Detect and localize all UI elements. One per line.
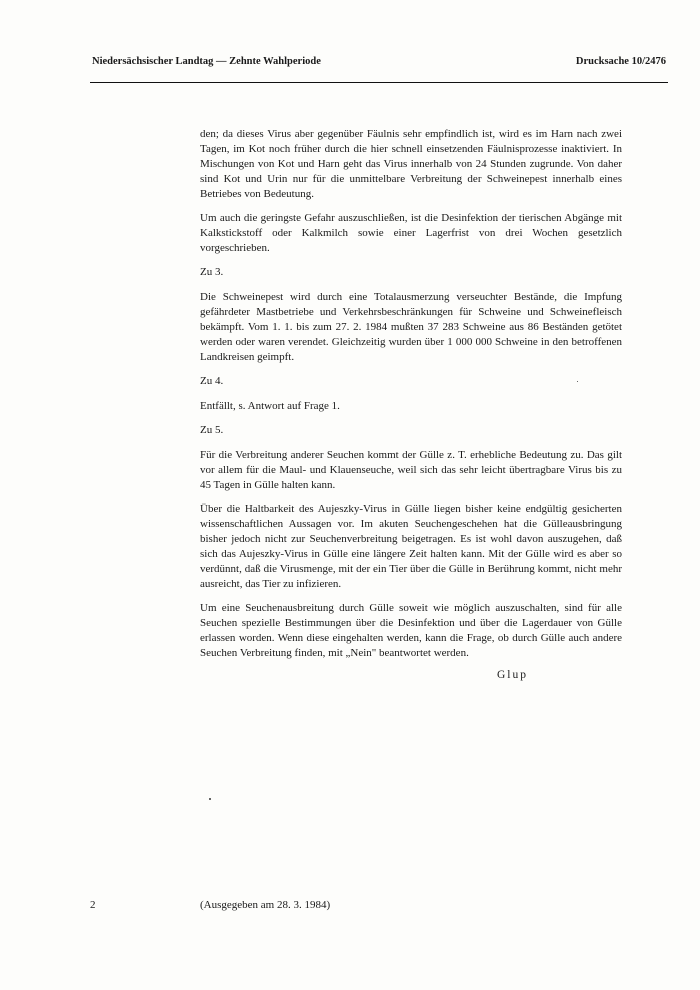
- scan-speck: [209, 798, 211, 800]
- paragraph-other-diseases: Für die Verbreitung anderer Seuchen kommt der Gülle z. T. erhebliche Bedeutung zu. Das gilt vor allem für die Maul- und Klauenseuche, weil sich das sehr leicht übertragbare Virus bis zu 45 Tagen in Gülle halten kann.: [200, 449, 622, 491]
- paragraph-not-applicable: Entfällt, s. Antwort auf Frage 1.: [200, 400, 340, 412]
- paragraph-regulations: Um eine Seuchenausbreitung durch Gülle soweit wie möglich auszuschalten, sind für alle Seuchen spezielle Bestimmungen über die Desinfektion und über die Lagerdauer von Gülle erlassen worden. Wenn diese eingehalten werden, kann die Frage, ob durch Gülle auch andere Seuchen Verbreitung finden, mit „Nein" beantwortet werden.: [200, 602, 622, 659]
- document-body: [200, 127, 622, 670]
- paragraph-aujeszky-virus: Über die Haltbarkeit des Aujeszky-Virus in Gülle liegen bisher keine endgültig gesicherten wissenschaftlichen Aussagen vor. Im akuten Seuchengeschehen hat die Gülleausbringung bisher jedoch nicht zur Seuchenverbreitung beigetragen. Es ist wohl davon auszugehen, daß sich das Aujeszky-Virus in Gülle eine längere Zeit halten kann. Mit der Gülle wird es aber so verdünnt, daß die Virusmenge, mit der ein Tier über die Gülle in Berührung kommt, nicht mehr ausreicht, das Tier zu infizieren.: [200, 503, 622, 590]
- header-parliament-title: Niedersächsischer Landtag — Zehnte Wahlperiode: [92, 56, 321, 67]
- signature: Glup: [497, 669, 528, 681]
- section-heading-zu-4: Zu 4.: [200, 375, 224, 387]
- header-rule: [90, 82, 668, 83]
- section-heading-zu-3: Zu 3.: [200, 266, 224, 278]
- scan-speck: [577, 381, 578, 382]
- paragraph-virus-inactivation: den; da dieses Virus aber gegenüber Fäulnis sehr empfindlich ist, wird es im Harn nach zwei Tagen, im Kot noch früher durch die hier schnell einsetzenden Fäulnisprozesse inaktiviert. In Mischungen von Kot und Harn geht das Virus innerhalb von 24 Stunden zugrunde. Von daher sind Kot und Urin nur für die unmittelbare Verbreitung der Schweinepest innerhalb eines Betriebes von Bedeutung.: [200, 128, 622, 200]
- paragraph-swine-fever-control: Die Schweinepest wird durch eine Totalausmerzung verseuchter Bestände, die Impfung gefährdeter Mastbetriebe und Verkehrsbeschränkungen für Schweine und Schweinefleisch bekämpft. Vom 1. 1. bis zum 27. 2. 1984 mußten 37 283 Schweine aus 86 Beständen getötet werden oder waren verendet. Gleichzeitig wurden über 1 000 000 Schweine in den betroffenen Landkreisen geimpft.: [200, 291, 622, 363]
- page-number: 2: [90, 899, 96, 911]
- header-document-number: Drucksache 10/2476: [575, 56, 666, 67]
- paragraph-disinfection: Um auch die geringste Gefahr auszuschließen, ist die Desinfektion der tierischen Abgänge mit Kalkstickstoff oder Kalkmilch sowie einer Lagerfrist von drei Wochen gesetzlich vorgeschrieben.: [200, 212, 622, 254]
- issue-date: (Ausgegeben am 28. 3. 1984): [200, 899, 331, 911]
- section-heading-zu-5: Zu 5.: [200, 424, 224, 436]
